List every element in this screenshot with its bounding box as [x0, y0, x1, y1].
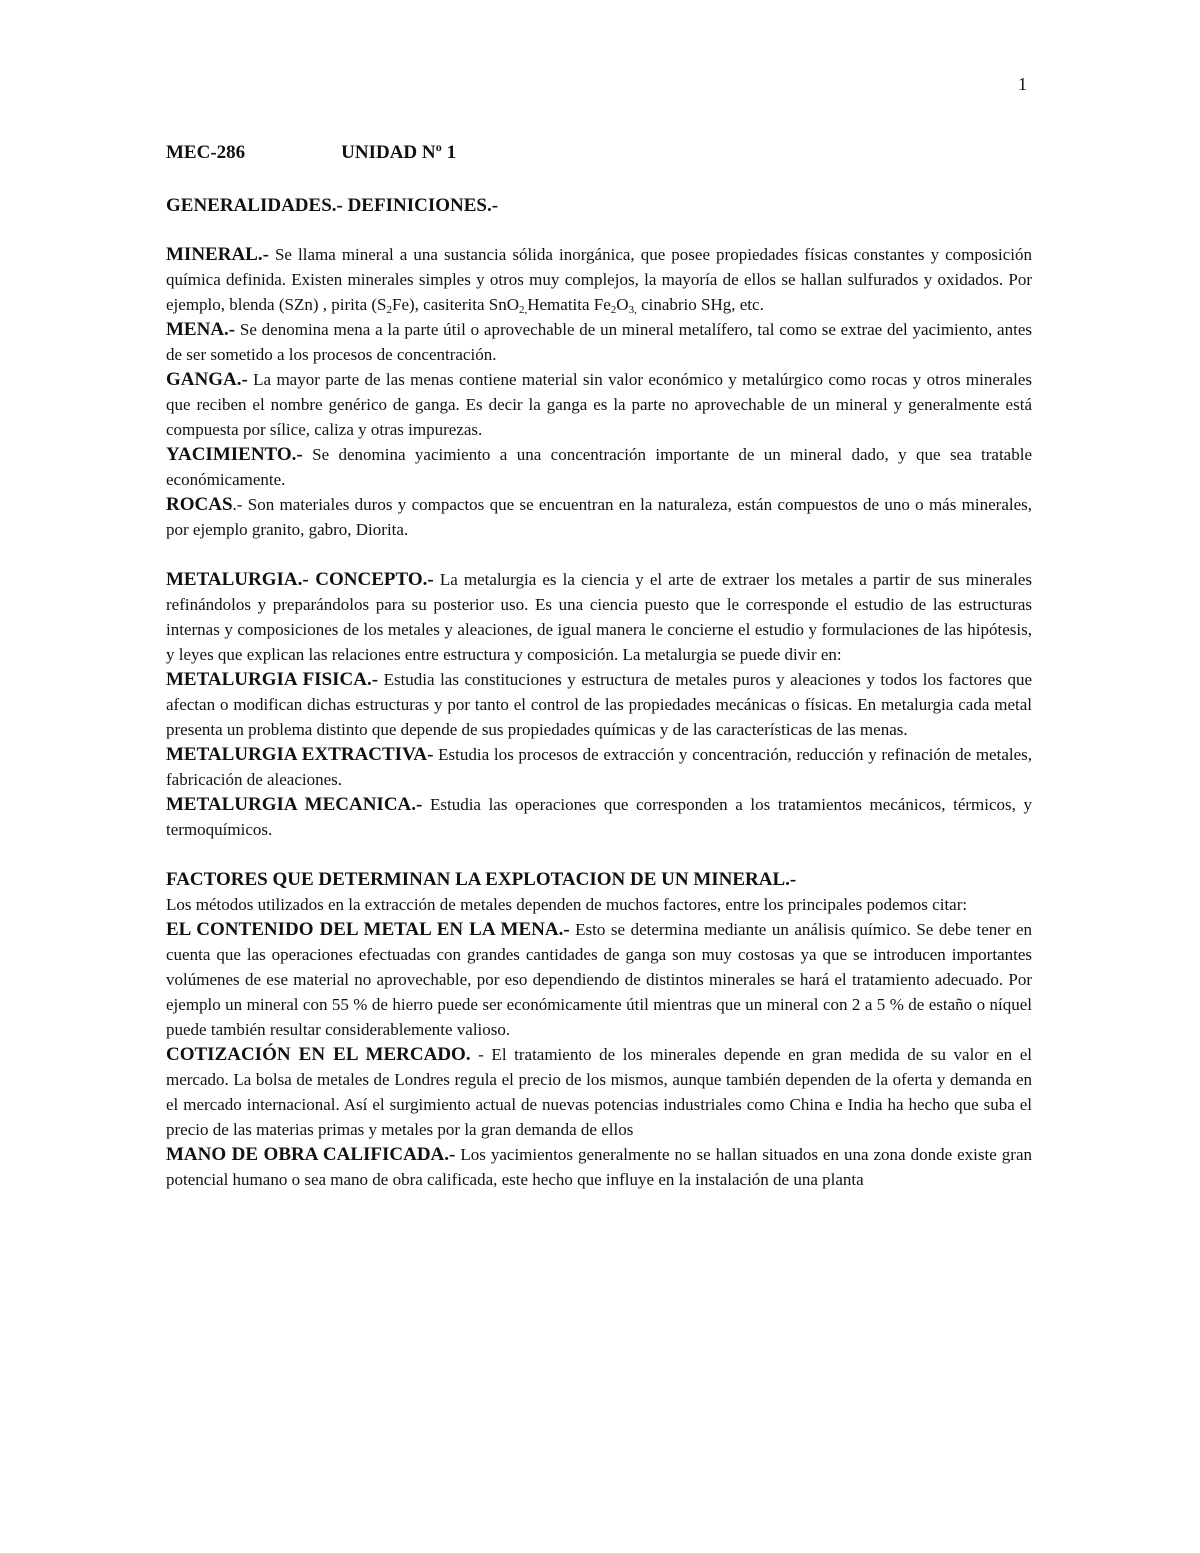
yacimiento-text: Se denomina yacimiento a una concentración importante de un mineral dado, y que sea tratable económicamente. [166, 445, 1032, 489]
paragraph-yacimiento [166, 442, 1032, 492]
section-title-definitions: GENERALIDADES.- DEFINICIONES.- [166, 195, 499, 216]
contenido-text: Esto se determina mediante un análisis químico. Se debe tener en cuenta que las operaciones efectuadas con grandes cantidades de ganga son muy costosas ya que se introducen importantes volúmenes de ese material no aprovechable, por eso dependiendo de distintos minerales se hará el tratamiento adecuado. Por ejemplo un mineral con 55 % de hierro puede ser económicamente útil mientras que un mineral con 2 a 5 % de estaño o níquel puede también resultar considerablemente valioso. [166, 920, 1033, 1039]
term-cotizacion: COTIZACIÓN EN EL MERCADO. [166, 1044, 471, 1065]
metalurgia-text: La metalurgia es la ciencia y el arte de extraer los metales a partir de sus minerales refinándolos y preparándolos para su posterior uso. Es una ciencia puesto que le corresponde el estudio de las estructuras internas y composiciones de los metales y aleaciones, de igual manera le concierne el estudio y formulaciones de las hipótesis, y leyes que explican las relaciones entre estructura y composición. La metalurgia se puede divir en: [166, 570, 1032, 664]
mano-obra-text: Los yacimientos generalmente no se hallan situados en una zona donde existe gran potencial humano o sea mano de obra calificada, este hecho que influye en la instalación de una planta [166, 1145, 1032, 1189]
term-metalurgia: METALURGIA.- CONCEPTO.- [166, 569, 434, 590]
subscript: 2, [518, 304, 528, 316]
paragraph-ganga [166, 367, 1032, 442]
paragraph-mena [166, 317, 1032, 367]
paragraph-mano-obra [166, 1142, 1032, 1192]
term-contenido: EL CONTENIDO DEL METAL EN LA MENA.- [166, 919, 570, 940]
page-number: 1 [1018, 74, 1027, 94]
paragraph-metalurgia-mecanica [166, 792, 1032, 842]
subscript: 2 [610, 304, 617, 316]
mineral-text: Hematita Fe [527, 295, 611, 314]
spacer [166, 842, 1032, 867]
mena-text: Se denomina mena a la parte útil o aprovechable de un mineral metalífero, tal como se extrae del yacimiento, antes de ser sometido a los procesos de concentración. [166, 320, 1032, 364]
term-yacimiento: YACIMIENTO.- [166, 444, 303, 465]
paragraph-factores-intro: Los métodos utilizados en la extracción de metales dependen de muchos factores, entre los principales podemos citar: [166, 895, 968, 914]
paragraph-metalurgia [166, 567, 1032, 667]
metalurgia-fisica-text: Estudia las constituciones y estructura de metales puros y aleaciones y todos los factores que afectan o modifican dichas estructuras y por tanto el control de las propiedades mecánicas o físicas. En metalurgia cada metal presenta un problema distinto que depende de sus propiedades químicas y de las características de las menas. [166, 670, 1032, 739]
mineral-text: cinabrio SHg, etc. [636, 295, 764, 314]
factores-title: FACTORES QUE DETERMINAN LA EXPLOTACION DE UN MINERAL.- [166, 869, 797, 890]
mineral-text: Fe), casiterita SnO [391, 295, 519, 314]
term-metalurgia-fisica: METALURGIA FISICA.- [166, 669, 379, 690]
metalurgia-extractiva-text: Estudia los procesos de extracción y concentración, reducción y refinación de metales, fabricación de aleaciones. [166, 745, 1033, 789]
course-code: MEC-286 [166, 142, 246, 163]
paragraph-contenido [166, 917, 1032, 1042]
subscript: 2 [386, 304, 392, 316]
paragraph-rocas [166, 492, 1032, 542]
term-rocas: ROCAS [166, 494, 233, 515]
document-body [166, 140, 1032, 1192]
term-mineral: MINERAL.- [166, 244, 269, 265]
rocas-text: .- Son materiales duros y compactos que se encuentran en la naturaleza, están compuestos de uno o más minerales, por ejemplo granito, gabro, Diorita. [166, 495, 1032, 539]
paragraph-metalurgia-fisica [166, 667, 1032, 742]
paragraph-mineral [166, 242, 1032, 317]
term-mano-obra: MANO DE OBRA CALIFICADA.- [166, 1144, 456, 1165]
term-metalurgia-extractiva: METALURGIA EXTRACTIVA- [166, 744, 434, 765]
ganga-text: La mayor parte de las menas contiene material sin valor económico y metalúrgico como rocas y otros minerales que reciben el nombre genérico de ganga. Es decir la ganga es la parte no aprovechable de un mineral y generalmente está compuesta por sílice, caliza y otras impurezas. [166, 370, 1032, 439]
paragraph-factores-title [166, 867, 1032, 892]
spacer [166, 542, 1032, 567]
paragraph-metalurgia-extractiva [166, 742, 1032, 792]
term-ganga: GANGA.- [166, 369, 248, 390]
document-header [166, 140, 1032, 165]
mineral-text: Se llama mineral a una sustancia sólida inorgánica, que posee propiedades físicas constantes y composición química definida. Existen minerales simples y otros muy complejos, la mayoría de ellos se hallan sulfurados y oxidados. Por ejemplo, blenda (SZn) , pirita (S [166, 245, 1032, 314]
term-metalurgia-mecanica: METALURGIA MECANICA.- [166, 794, 423, 815]
paragraph-cotizacion [166, 1042, 1032, 1142]
subscript: 3, [628, 304, 637, 316]
unit-title: UNIDAD Nº 1 [341, 142, 457, 163]
mineral-text: O [616, 295, 629, 314]
term-mena: MENA.- [166, 319, 236, 340]
metalurgia-mecanica-text: Estudia las operaciones que corresponden a los tratamientos mecánicos, térmicos, y termoquímicos. [166, 795, 1033, 839]
cotizacion-text: - El tratamiento de los minerales depende en gran medida de su valor en el mercado. La bolsa de metales de Londres regula el precio de los mismos, aunque también dependen de la oferta y demanda en el mercado internacional. Así el surgimiento actual de nuevas potencias industriales como China e India ha hecho que suba el precio de las materias primas y metales por la gran demanda de ellos [166, 1045, 1032, 1139]
